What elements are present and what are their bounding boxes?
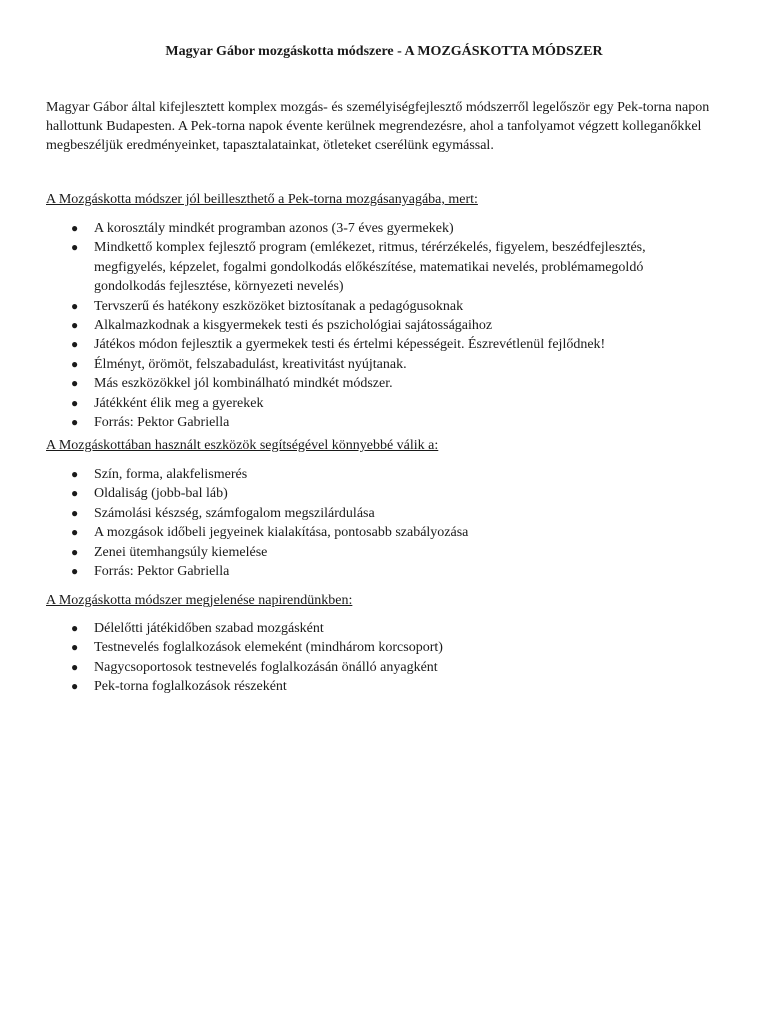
- bullet-icon: ●: [71, 486, 79, 501]
- bullet-icon: ●: [71, 221, 79, 235]
- list-item-text: Oldaliság (jobb-bal láb): [94, 486, 228, 502]
- bullet-icon: ●: [71, 415, 79, 430]
- list-item: [0, 484, 768, 503]
- list-item-text: Nagycsoportosok testnevelés foglalkozásán önálló anyagként: [94, 659, 438, 675]
- bullet-icon: ●: [71, 337, 79, 352]
- list-item: [0, 413, 768, 432]
- list-item-text: Más eszközökkel jól kombinálható mindkét módszer.: [94, 376, 393, 392]
- list-item: [0, 297, 768, 316]
- bullet-icon: ●: [71, 659, 79, 674]
- list-item: [0, 677, 768, 696]
- bullet-icon: ●: [71, 298, 79, 313]
- bullet-icon: ●: [71, 240, 79, 255]
- list-item-text: Számolási készség, számfogalom megszilárdulása: [94, 505, 375, 521]
- list-item-text: Pek-torna foglalkozások részeként: [94, 679, 287, 695]
- bullet-icon: ●: [71, 356, 79, 371]
- list-item-text: A mozgások időbeli jegyeinek kialakítása, pontosabb szabályozása: [94, 525, 469, 541]
- intro-paragraph: Magyar Gábor által kifejlesztett komplex mozgás- és személyiségfejlesztő módszerről legelőször egy Pek-torna napon hallottunk Budapesten. A Pek-torna napok évente kerülnek megrendezésre, ahol a tanfolyamot végzett kolleganőkkel megbeszéljük eredményeinket, tapasztalatainkat, ötleteket cserélünk egymással.: [46, 100, 710, 153]
- bullet-icon: ●: [71, 564, 79, 579]
- list-item: [0, 238, 768, 296]
- list-item: [0, 335, 768, 354]
- bullet-icon: ●: [71, 544, 79, 559]
- list-item: [0, 374, 768, 393]
- compatibility-list: [0, 219, 768, 432]
- list-item: [0, 523, 768, 542]
- bullet-icon: ●: [71, 525, 79, 540]
- list-item: [0, 219, 768, 238]
- list-item-text: Mindkettő komplex fejlesztő program (emlékezet, ritmus, térérzékelés, figyelem, beszédfejlesztés, megfigyelés, képzelet, fogalmi gondolkodás előkészítése, matematikai nevelés, problémamegoldó gondolkodás fejlesztése, környezeti nevelés): [94, 240, 646, 295]
- list-item: [0, 562, 768, 581]
- bullet-icon: ●: [71, 467, 79, 481]
- list-item: [0, 316, 768, 335]
- section-heading-tools: A Mozgáskottában használt eszközök segítségével könnyebbé válik a:: [46, 438, 439, 453]
- bullet-icon: ●: [71, 640, 79, 655]
- list-item-text: Tervszerű és hatékony eszközöket biztosítanak a pedagógusoknak: [94, 298, 464, 314]
- list-item: [0, 355, 768, 374]
- bullet-icon: ●: [71, 621, 79, 635]
- list-item-text: Délelőtti játékidőben szabad mozgásként: [94, 621, 324, 636]
- list-item: [0, 394, 768, 413]
- list-item: [0, 638, 768, 657]
- list-item-text: Forrás: Pektor Gabriella: [94, 564, 230, 580]
- schedule-list: [0, 619, 768, 697]
- list-item-text: Szín, forma, alakfelismerés: [94, 467, 248, 482]
- tools-list: [0, 465, 768, 581]
- bullet-icon: ●: [71, 679, 79, 694]
- bullet-icon: ●: [71, 505, 79, 520]
- document-title: Magyar Gábor mozgáskotta módszere - A MOZGÁSKOTTA MÓDSZER: [165, 44, 603, 59]
- list-item: [0, 619, 768, 638]
- list-item-text: A korosztály mindkét programban azonos (3-7 éves gyermekek): [94, 221, 454, 236]
- list-item-text: Testnevelés foglalkozások elemeként (mindhárom korcsoport): [94, 640, 443, 656]
- section-heading-compatibility: A Mozgáskotta módszer jól beilleszthető a Pek-torna mozgásanyagába, mert:: [46, 192, 478, 207]
- list-item-text: Játékos módon fejlesztik a gyermekek testi és értelmi képességeit. Észrevétlenül fejlődnek!: [94, 337, 606, 353]
- list-item-text: Alkalmazkodnak a kisgyermekek testi és pszichológiai sajátosságaihoz: [94, 318, 493, 334]
- list-item-text: Játékként élik meg a gyerekek: [94, 395, 264, 411]
- section-heading-schedule: A Mozgáskotta módszer megjelenése napirendünkben:: [46, 593, 353, 608]
- bullet-icon: ●: [71, 318, 79, 333]
- bullet-icon: ●: [71, 376, 79, 391]
- list-item: [0, 658, 768, 677]
- list-item-text: Élményt, örömöt, felszabadulást, kreativitást nyújtanak.: [94, 356, 407, 372]
- list-item-text: Forrás: Pektor Gabriella: [94, 415, 230, 431]
- list-item-text: Zenei ütemhangsúly kiemelése: [94, 544, 268, 560]
- list-item: [0, 543, 768, 562]
- bullet-icon: ●: [71, 395, 79, 410]
- list-item: [0, 504, 768, 523]
- list-item: [0, 465, 768, 484]
